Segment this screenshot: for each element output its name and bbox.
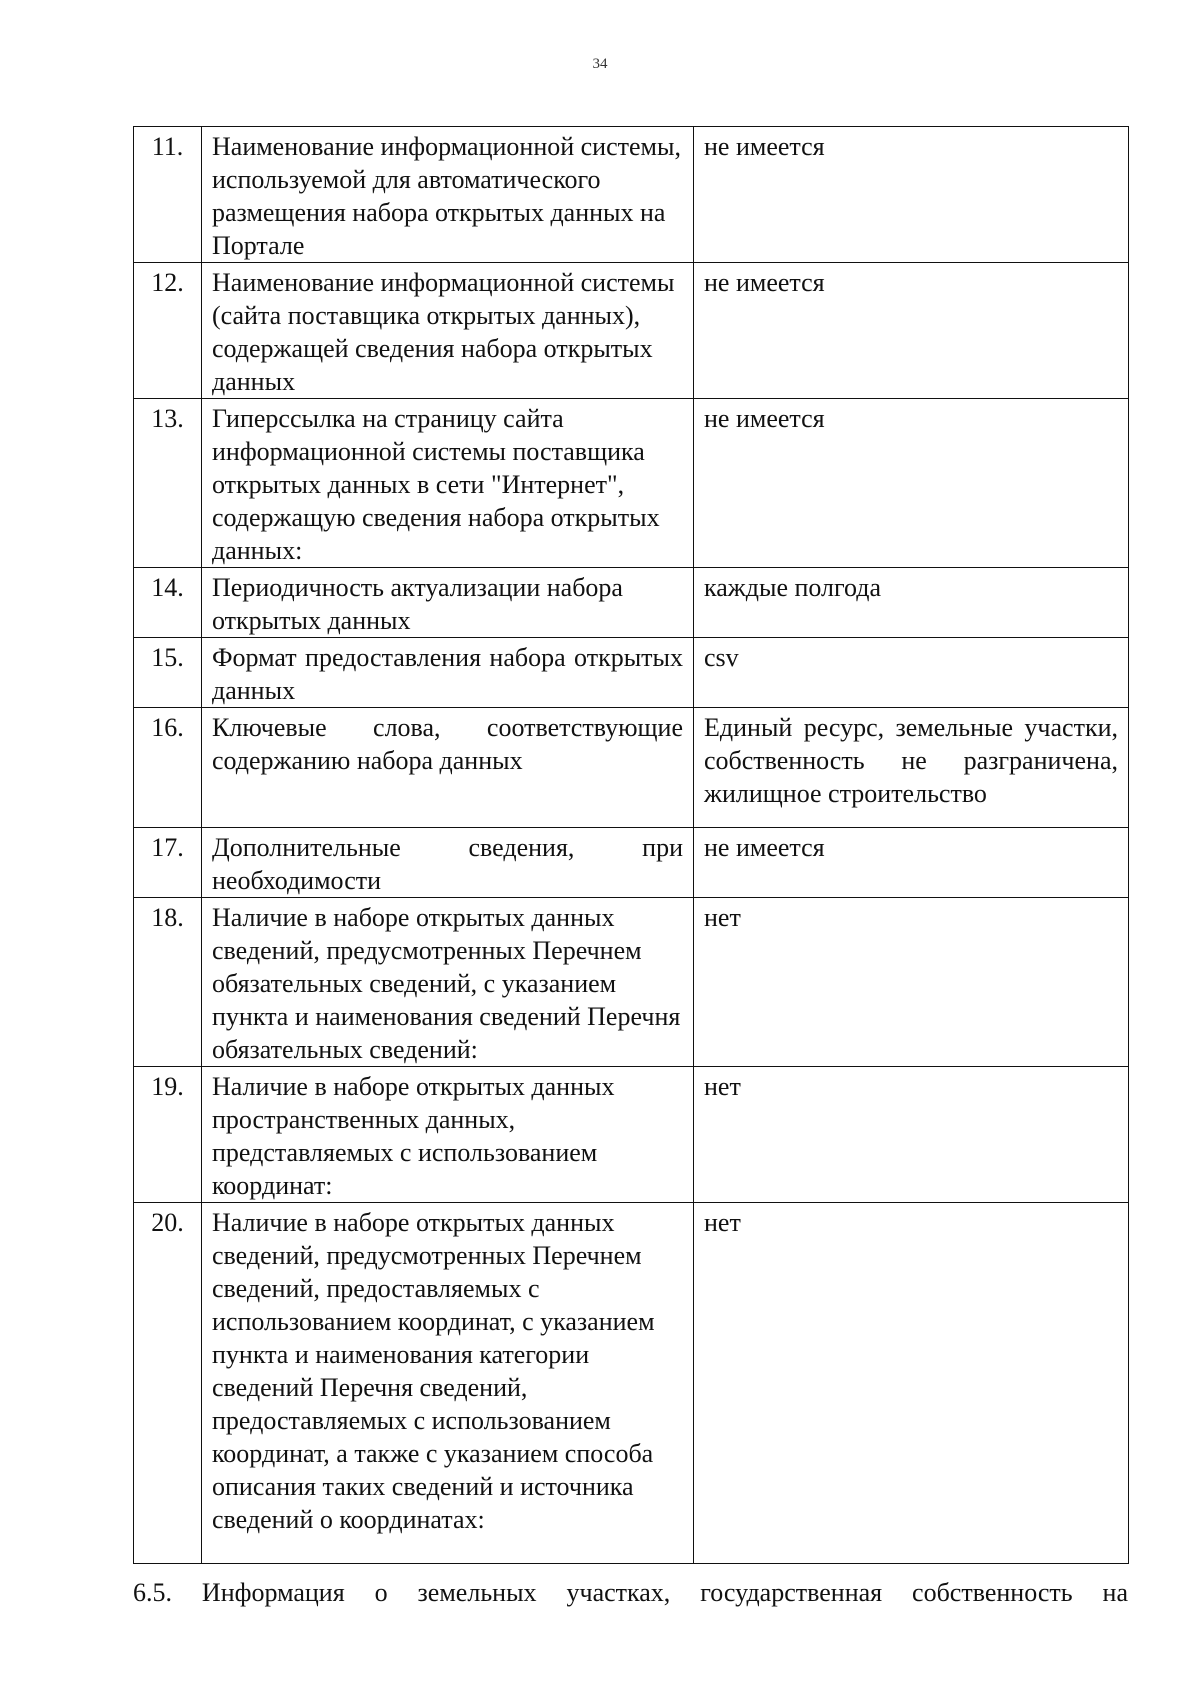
open-data-passport-table [133, 126, 1129, 1564]
row-number: 15. [134, 638, 202, 708]
row-attribute-name: Наличие в наборе открытых данных сведений, предусмотренных Перечнем сведений, предоставляемых с использованием координат, с указанием пункта и наименования категории сведений Перечня сведений, предоставляемых с использованием координат, а также с указанием способа описания таких сведений и источника сведений о координатах: [202, 1203, 694, 1564]
table-row [134, 1203, 1129, 1564]
row-attribute-name: Наименование информационной системы (сайта поставщика открытых данных), содержащей сведения набора открытых данных [202, 263, 694, 399]
table-row [134, 263, 1129, 399]
row-attribute-name: Дополнительные сведения, при необходимости [202, 828, 694, 898]
row-attribute-value: csv [694, 638, 1129, 708]
row-number: 12. [134, 263, 202, 399]
row-attribute-value: нет [694, 1067, 1129, 1203]
row-attribute-name: Ключевые слова, соответствующие содержанию набора данных [202, 708, 694, 828]
row-attribute-value: не имеется [694, 127, 1129, 263]
row-attribute-value: нет [694, 1203, 1129, 1564]
table-row [134, 708, 1129, 828]
row-number: 14. [134, 568, 202, 638]
row-number: 19. [134, 1067, 202, 1203]
row-attribute-value: не имеется [694, 263, 1129, 399]
row-attribute-value: не имеется [694, 828, 1129, 898]
table-row [134, 1067, 1129, 1203]
row-attribute-value: Единый ресурс, земельные участки, собственность не разграничена, жилищное строительство [694, 708, 1129, 828]
row-attribute-name: Наличие в наборе открытых данных сведений, предусмотренных Перечнем обязательных сведений, с указанием пункта и наименования сведений Перечня обязательных сведений: [202, 898, 694, 1067]
row-number: 20. [134, 1203, 202, 1564]
table-row [134, 828, 1129, 898]
table-row [134, 568, 1129, 638]
row-number: 18. [134, 898, 202, 1067]
row-attribute-value: нет [694, 898, 1129, 1067]
row-attribute-name: Наименование информационной системы, используемой для автоматического размещения набора открытых данных на Портале [202, 127, 694, 263]
row-number: 13. [134, 399, 202, 568]
table-row [134, 399, 1129, 568]
section-paragraph: 6.5. Информация о земельных участках, государственная собственность на [133, 1578, 1128, 1607]
row-attribute-name: Периодичность актуализации набора открытых данных [202, 568, 694, 638]
row-attribute-name: Формат предоставления набора открытых данных [202, 638, 694, 708]
row-number: 11. [134, 127, 202, 263]
page-number: 34 [592, 56, 608, 72]
row-attribute-value: каждые полгода [694, 568, 1129, 638]
table-row [134, 898, 1129, 1067]
row-attribute-name: Гиперссылка на страницу сайта информационной системы поставщика открытых данных в сети "Интернет", содержащую сведения набора открытых данных: [202, 399, 694, 568]
row-attribute-value: не имеется [694, 399, 1129, 568]
row-number: 17. [134, 828, 202, 898]
row-number: 16. [134, 708, 202, 828]
table-row [134, 127, 1129, 263]
table-row [134, 638, 1129, 708]
row-attribute-name: Наличие в наборе открытых данных пространственных данных, представляемых с использованием координат: [202, 1067, 694, 1203]
